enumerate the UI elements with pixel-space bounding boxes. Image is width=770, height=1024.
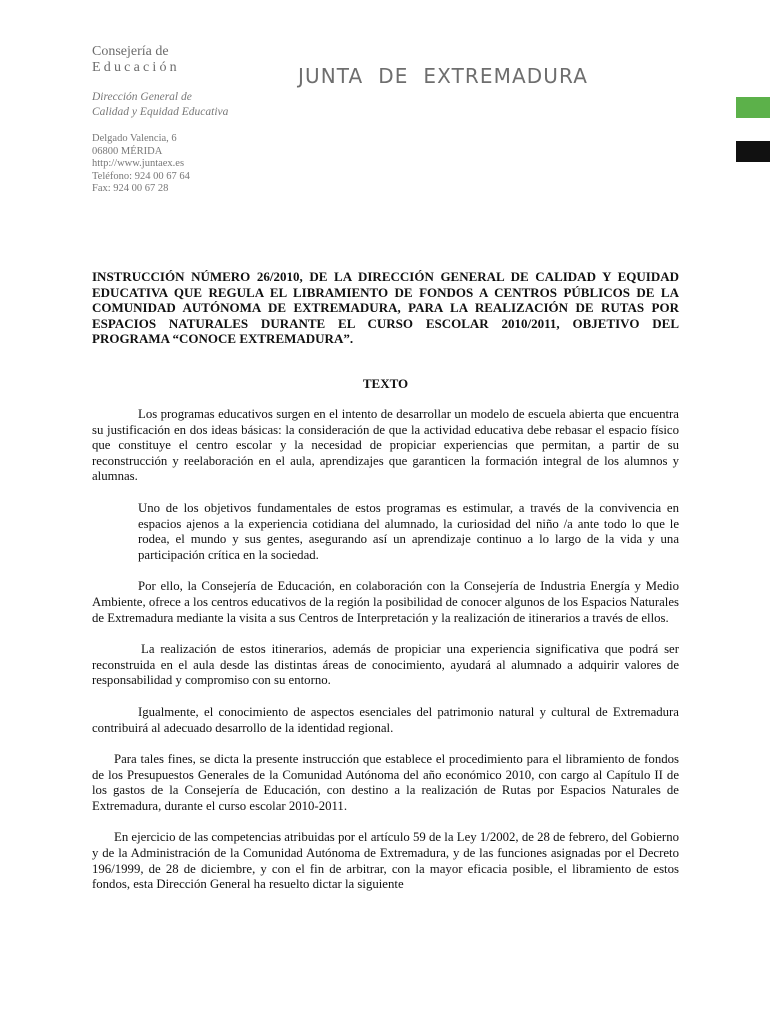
org-name-line2: Educación [92, 60, 180, 75]
paragraph: Uno de los objetivos fundamentales de estos programas es estimular, a través de la convivencia en espacios ajenos a la experiencia cotidiana del alumnado, la curiosidad del niño /a ante todo lo que le rodea, el mundo y sus gentes, asegurando así un aprendizaje continuo a lo largo de la vida y una participación crítica en la sociedad. [138, 500, 679, 562]
document-body [92, 407, 679, 909]
paragraph: Igualmente, el conocimiento de aspectos esenciales del patrimonio natural y cultural de Extremadura contribuirá al adecuado desarrollo de la identidad regional. [92, 704, 679, 735]
dept-line2: Calidad y Equidad Educativa [92, 106, 229, 118]
address-phone: Teléfono: 924 00 67 64 [92, 170, 190, 182]
org-name-line1: Consejería de [92, 44, 169, 59]
address-web: http://www.juntaex.es [92, 158, 185, 169]
address-street: Delgado Valencia, 6 [92, 133, 177, 144]
green-flag-mark [736, 97, 770, 118]
paragraph: En ejercicio de las competencias atribuidas por el artículo 59 de la Ley 1/2002, de 28 de febrero, del Gobierno y de la Administración de la Comunidad Autónoma de Extremadura, y de las funciones asignadas por el Decreto 196/1999, de 28 de diciembre, y con el fin de arbitrar, con la mayor eficacia posible, el libramiento de estos fondos, esta Dirección General ha resuelto dictar la siguiente [92, 830, 679, 892]
paragraph: La realización de estos itinerarios, además de propiciar una experiencia significativa que podrá ser reconstruida en el aula desde las distintas áreas de conocimiento, ayudará al alumnado a adquirir valores de responsabilidad y compromiso con su entorno. [92, 642, 679, 688]
dept-line1: Dirección General de [92, 91, 192, 103]
black-flag-mark [736, 141, 770, 162]
paragraph: Los programas educativos surgen en el intento de desarrollar un modelo de escuela abierta que encuentra su justificación en dos ideas básicas: la consideración de que la actividad educativa debe rebasar el espacio físico que constituye el centro escolar y la necesidad de propiciar experiencias que permitan, a partir de su reconstrucción y reelaboración en el aula, aprendizajes que garanticen la formación integral de los alumnos y alumnas. [92, 407, 679, 484]
address-fax: Fax: 924 00 67 28 [92, 183, 169, 194]
paragraph: Para tales fines, se dicta la presente instrucción que establece el procedimiento para el libramiento de fondos de los Presupuestos Generales de la Comunidad Autónoma del año económico 2010, con cargo al Capítulo II de los gastos de la Consejería de Educación, con destino a la realización de Rutas por Espacios Naturales de Extremadura, durante el curso escolar 2010-2011. [92, 752, 679, 813]
department [92, 90, 228, 120]
document-title: INSTRUCCIÓN NÚMERO 26/2010, DE LA DIRECCIÓN GENERAL DE CALIDAD Y EQUIDAD EDUCATIVA QUE REGULA EL LIBRAMIENTO DE FONDOS A CENTROS PÚBLICOS DE LA COMUNIDAD AUTÓNOMA DE EXTREMADURA, PARA LA REALIZACIÓN DE RUTAS POR ESPACIOS NATURALES DURANTE EL CURSO ESCOLAR 2010/2011, OBJETIVO DEL PROGRAMA “CONOCE EXTREMADURA”. [92, 269, 679, 347]
address-block [92, 133, 228, 196]
paragraph: Por ello, la Consejería de Educación, en colaboración con la Consejería de Industria Energía y Medio Ambiente, ofrece a los centros educativos de la región la posibilidad de conocer algunos de los Espacios Naturales de Extremadura mediante la visita a sus Centros de Interpretación y la realización de itinerarios a través de ellos. [92, 579, 679, 625]
address-city: 06800 MÉRIDA [92, 145, 163, 157]
brand-title: JUNTA DE EXTREMADURA [298, 64, 588, 88]
letterhead [92, 44, 228, 196]
section-heading: TEXTO [362, 376, 409, 391]
